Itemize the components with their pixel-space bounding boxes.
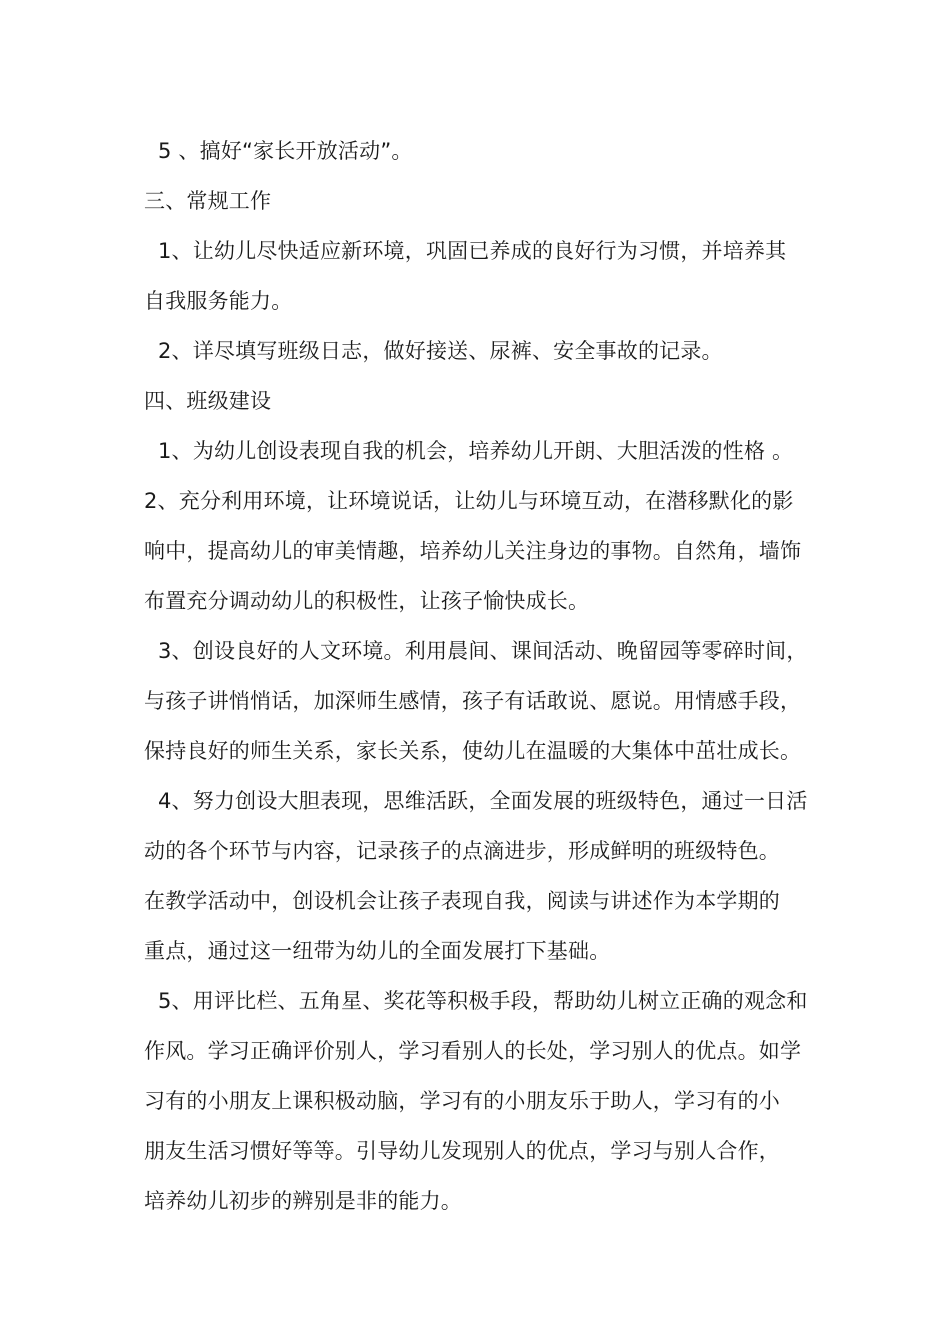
paragraph-line: 1、让幼儿尽快适应新环境，巩固已养成的良好行为习惯，并培养其	[158, 239, 787, 263]
paragraph-line: 在教学活动中，创设机会让孩子表现自我，阅读与讲述作为本学期的	[144, 889, 780, 913]
paragraph-line: 作风。学习正确评价别人，学习看别人的长处，学习别人的优点。如学	[144, 1039, 802, 1063]
paragraph-line: 4、努力创设大胆表现，思维活跃，全面发展的班级特色，通过一日活	[158, 789, 808, 813]
section-heading-routine-work: 三、常规工作	[144, 189, 272, 213]
paragraph-line: 与孩子讲悄悄话，加深师生感情，孩子有话敢说、愿说。用情感手段，	[144, 689, 802, 713]
section-heading-class-building: 四、班级建设	[144, 389, 272, 413]
paragraph-line: 1、为幼儿创设表现自我的机会，培养幼儿开朗、大胆活泼的性格 。	[158, 439, 794, 463]
paragraph-line: 5、用评比栏、五角星、奖花等积极手段，帮助幼儿树立正确的观念和	[158, 989, 808, 1013]
paragraph-line: 保持良好的师生关系，家长关系，使幼儿在温暖的大集体中茁壮成长。	[144, 739, 802, 763]
paragraph-line: 重点，通过这一纽带为幼儿的全面发展打下基础。	[144, 939, 611, 963]
paragraph-line: 朋友生活习惯好等等。引导幼儿发现别人的优点，学习与别人合作，	[144, 1139, 780, 1163]
paragraph-line: 响中，提高幼儿的审美情趣，培养幼儿关注身边的事物。自然角，墙饰	[144, 539, 802, 563]
paragraph-line: 3、创设良好的人文环境。利用晨间、课间活动、晚留园等零碎时间，	[158, 639, 808, 663]
paragraph-line: 动的各个环节与内容，记录孩子的点滴进步，形成鲜明的班级特色。	[144, 839, 780, 863]
paragraph-line: 自我服务能力。	[144, 289, 293, 313]
paragraph-line: 2、充分利用环境，让环境说话，让幼儿与环境互动，在潜移默化的影	[144, 489, 794, 513]
paragraph-line: 培养幼儿初步的辨别是非的能力。	[144, 1189, 462, 1213]
paragraph-line: 习有的小朋友上课积极动脑，学习有的小朋友乐于助人，学习有的小	[144, 1089, 780, 1113]
item-5-open-day: 5 、搞好“家长开放活动”。	[158, 139, 413, 163]
paragraph-line: 布置充分调动幼儿的积极性，让孩子愉快成长。	[144, 589, 590, 613]
paragraph-line: 2、详尽填写班级日志，做好接送、尿裤、安全事故的记录。	[158, 339, 723, 363]
